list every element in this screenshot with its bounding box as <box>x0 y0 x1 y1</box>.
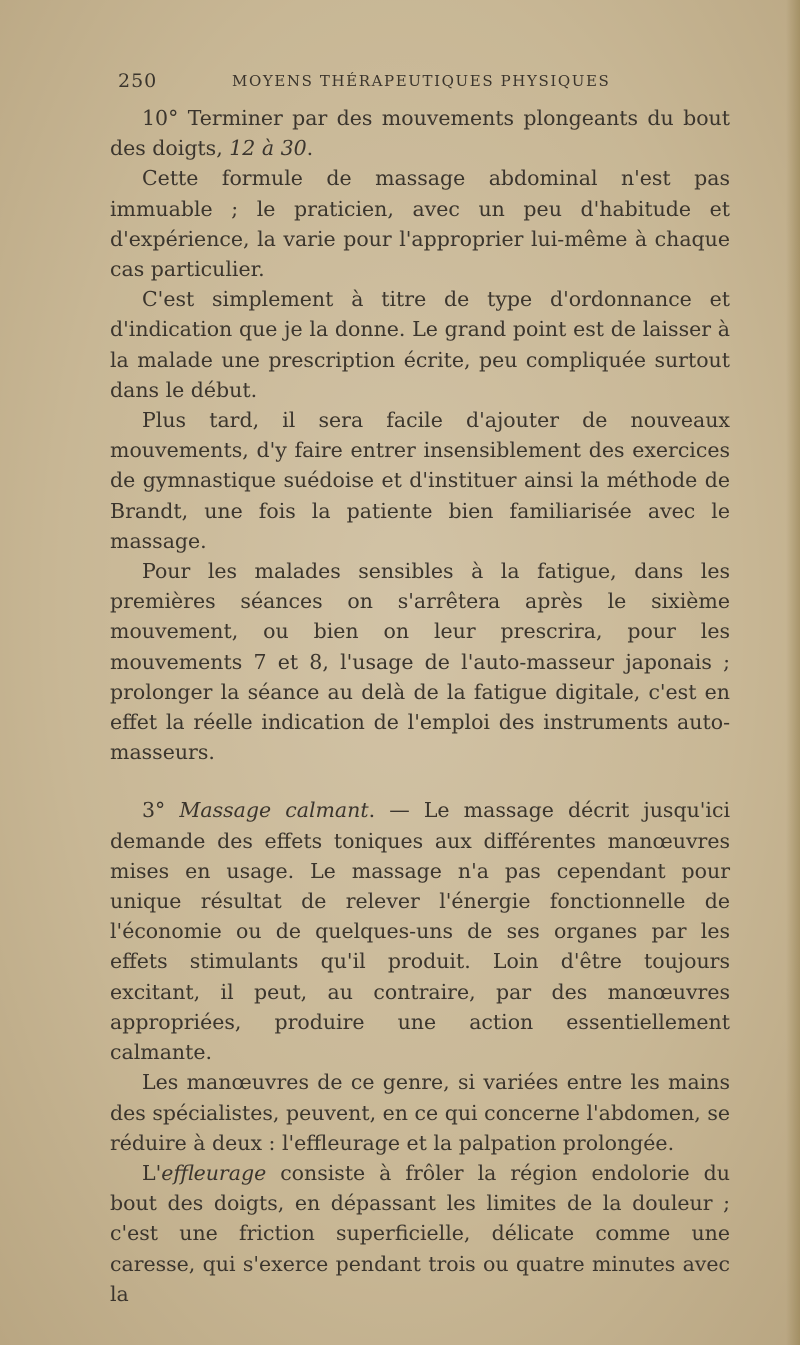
paragraph-massage-calmant: 3° Massage calmant. — Le massage décrit jusqu'ici demande des effets toniques aux différentes manœuvres mises en usage. Le massage n'a pas cependant pour unique résultat de relever l'énergie fonctionnelle de l'économie ou de quelques-uns de ses organes par les effets stimulants qu'il produit. Loin d'être toujours excitant, il peut, au contraire, par des manœuvres appropriées, produire une action essentiellement calmante. <box>110 798 731 1065</box>
page-header <box>118 70 718 96</box>
paragraph-sensitive-patients: Pour les malades sensibles à la fatigue, dans les premières séances on s'arrêtera après le sixième mouvement, ou bien on leur prescrira, pour les mouvements 7 et 8, l'usage de l'auto-masseur japonais ; prolonger la séance au delà de la fatigue digitale, c'est en effet la réelle indication de l'emploi des instruments auto-masseurs. <box>110 559 730 765</box>
paragraph-effleurage: L'effleurage consiste à frôler la région endolorie du bout des doigts, en dépassant les limites de la douleur ; c'est une friction superficielle, délicate comme une caresse, qui s'exerce pendant trois ou quatre minutes avec la <box>110 1160 730 1306</box>
paragraph-later: Plus tard, il sera facile d'ajouter de nouveaux mouvements, d'y faire entrer insensiblement des exercices de gymnastique suédoise et d'instituer ainsi la méthode de Brandt, une fois la patiente bien familiarisée avec le massage. <box>110 408 730 553</box>
body-text <box>110 103 730 1309</box>
paragraph-step-10: 10° Terminer par des mouvements plongeants du bout des doigts, 12 à 30. <box>110 106 730 161</box>
running-head: MOYENS THÉRAPEUTIQUES PHYSIQUES <box>232 72 611 90</box>
paragraph-manoeuvres: Les manœuvres de ce genre, si variées entre les mains des spécialistes, peuvent, en ce qui concerne l'abdomen, se réduire à deux : l'effleurage et la palpation prolongée. <box>110 1070 730 1155</box>
paragraph-prescription: C'est simplement à titre de type d'ordonnance et d'indication que je la donne. Le grand point est de laisser à la malade une prescription écrite, peu compliquée surtout dans le début. <box>110 287 730 402</box>
paragraph-formula-note: Cette formule de massage abdominal n'est pas immuable ; le praticien, avec un peu d'habitude et d'expérience, la varie pour l'approprier lui-même à chaque cas particulier. <box>110 166 730 282</box>
page-number: 250 <box>118 70 158 92</box>
page-edge-shadow <box>786 0 800 1345</box>
